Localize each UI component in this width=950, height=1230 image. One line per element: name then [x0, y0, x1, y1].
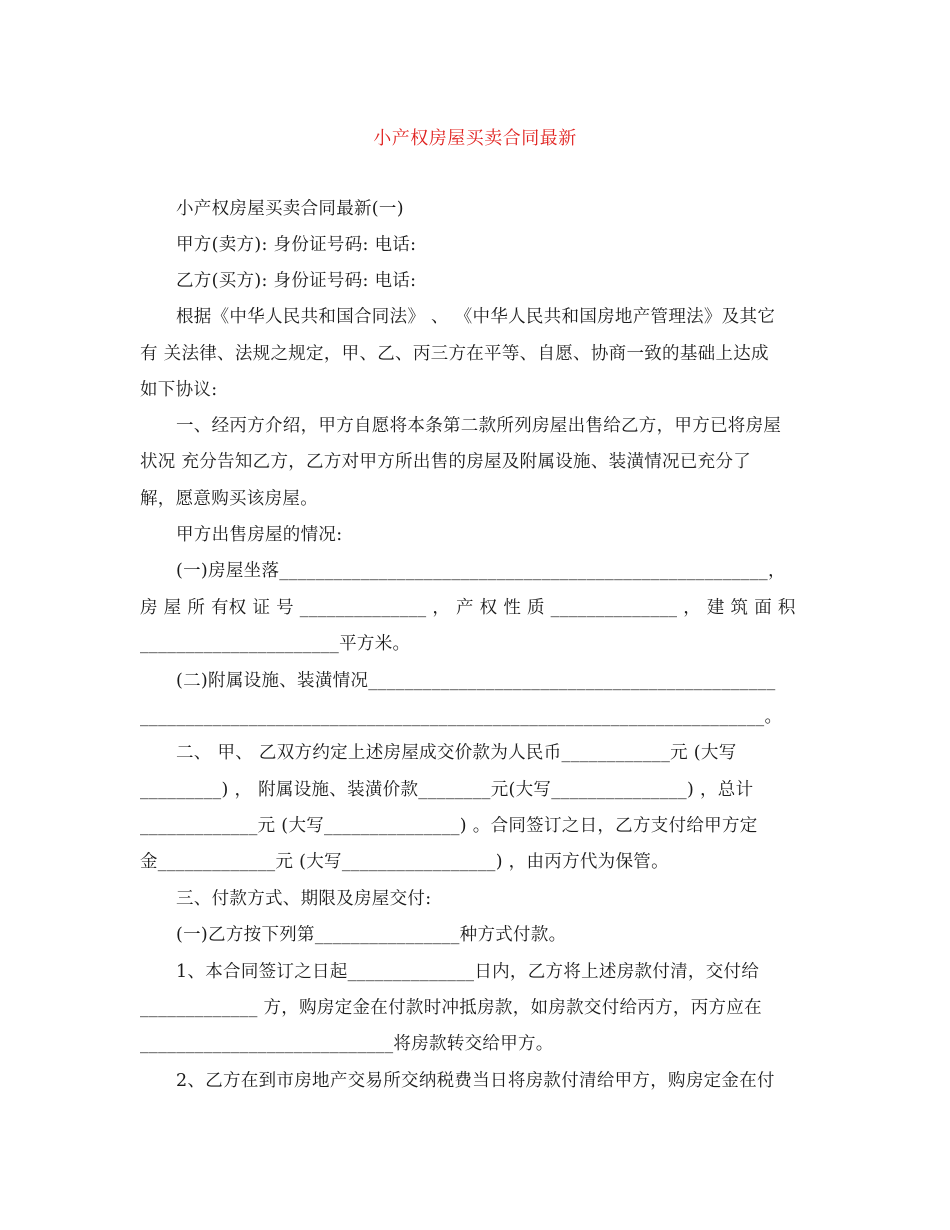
paragraph-line: 甲方出售房屋的情况: — [176, 525, 343, 545]
fill-line: (二)附属设施、装潢情况_____________________________________________ — [176, 671, 776, 691]
fill-line: _________) ， 附属设施、装潢价款________元(大写_______________) ，总计 — [140, 780, 754, 800]
paragraph-line: 如下协议: — [140, 380, 218, 400]
party-a-line: 甲方(卖方): 身份证号码: 电话: — [176, 235, 417, 255]
fill-line: 1、本合同签订之日起______________日内，乙方将上述房款付清，交付给 — [176, 962, 760, 982]
party-b-line: 乙方(买方): 身份证号码: 电话: — [176, 271, 417, 291]
paragraph-line: 解，愿意购买该房屋。 — [140, 489, 318, 509]
fill-line: ______________________平方米。 — [140, 634, 411, 654]
fill-line: 二、 甲、 乙双方约定上述房屋成交价款为人民币____________元 (大写 — [176, 743, 737, 763]
fill-line: _____________ 方，购房定金在付款时冲抵房款，如房款交付给丙方，丙方应在 — [140, 998, 762, 1018]
fill-line: _____________________________________________________________________。 — [140, 707, 783, 727]
fill-line: _____________元 (大写_______________) 。合同签订之日，乙方支付给甲方定 — [140, 816, 758, 836]
paragraph-line: 有 关法律、法规之规定，甲、乙、丙三方在平等、自愿、协商一致的基础上达成 — [140, 344, 769, 364]
fill-line: ____________________________将房款转交给甲方。 — [140, 1034, 554, 1054]
fill-line: 房 屋 所 有权 证 号 ______________ ， 产 权 性 质 ______________ ， 建 筑 面 积 — [140, 598, 796, 618]
paragraph-line: 一、经丙方介绍，甲方自愿将本条第二款所列房屋出售给乙方，甲方已将房屋 — [176, 416, 782, 436]
fill-line: (一)房屋坐落______________________________________________________， — [176, 561, 786, 581]
fill-line: (一)乙方按下列第________________种方式付款。 — [176, 925, 567, 945]
paragraph-line: 根据《中华人民共和国合同法》 、 《中华人民共和国房地产管理法》及其它 — [176, 307, 776, 327]
fill-line: 金_____________元 (大写_________________) ，由丙方代为保管。 — [140, 852, 669, 872]
section-heading: 小产权房屋买卖合同最新(一) — [176, 199, 404, 219]
paragraph-line: 2、乙方在到市房地产交易所交纳税费当日将房款付清给甲方，购房定金在付 — [176, 1071, 775, 1091]
paragraph-line: 状况 充分告知乙方，乙方对甲方所出售的房屋及附属设施、装潢情况已充分了 — [140, 452, 752, 472]
document-title: 小产权房屋买卖合同最新 — [373, 128, 577, 149]
section-heading: 三、付款方式、期限及房屋交付: — [176, 889, 432, 909]
